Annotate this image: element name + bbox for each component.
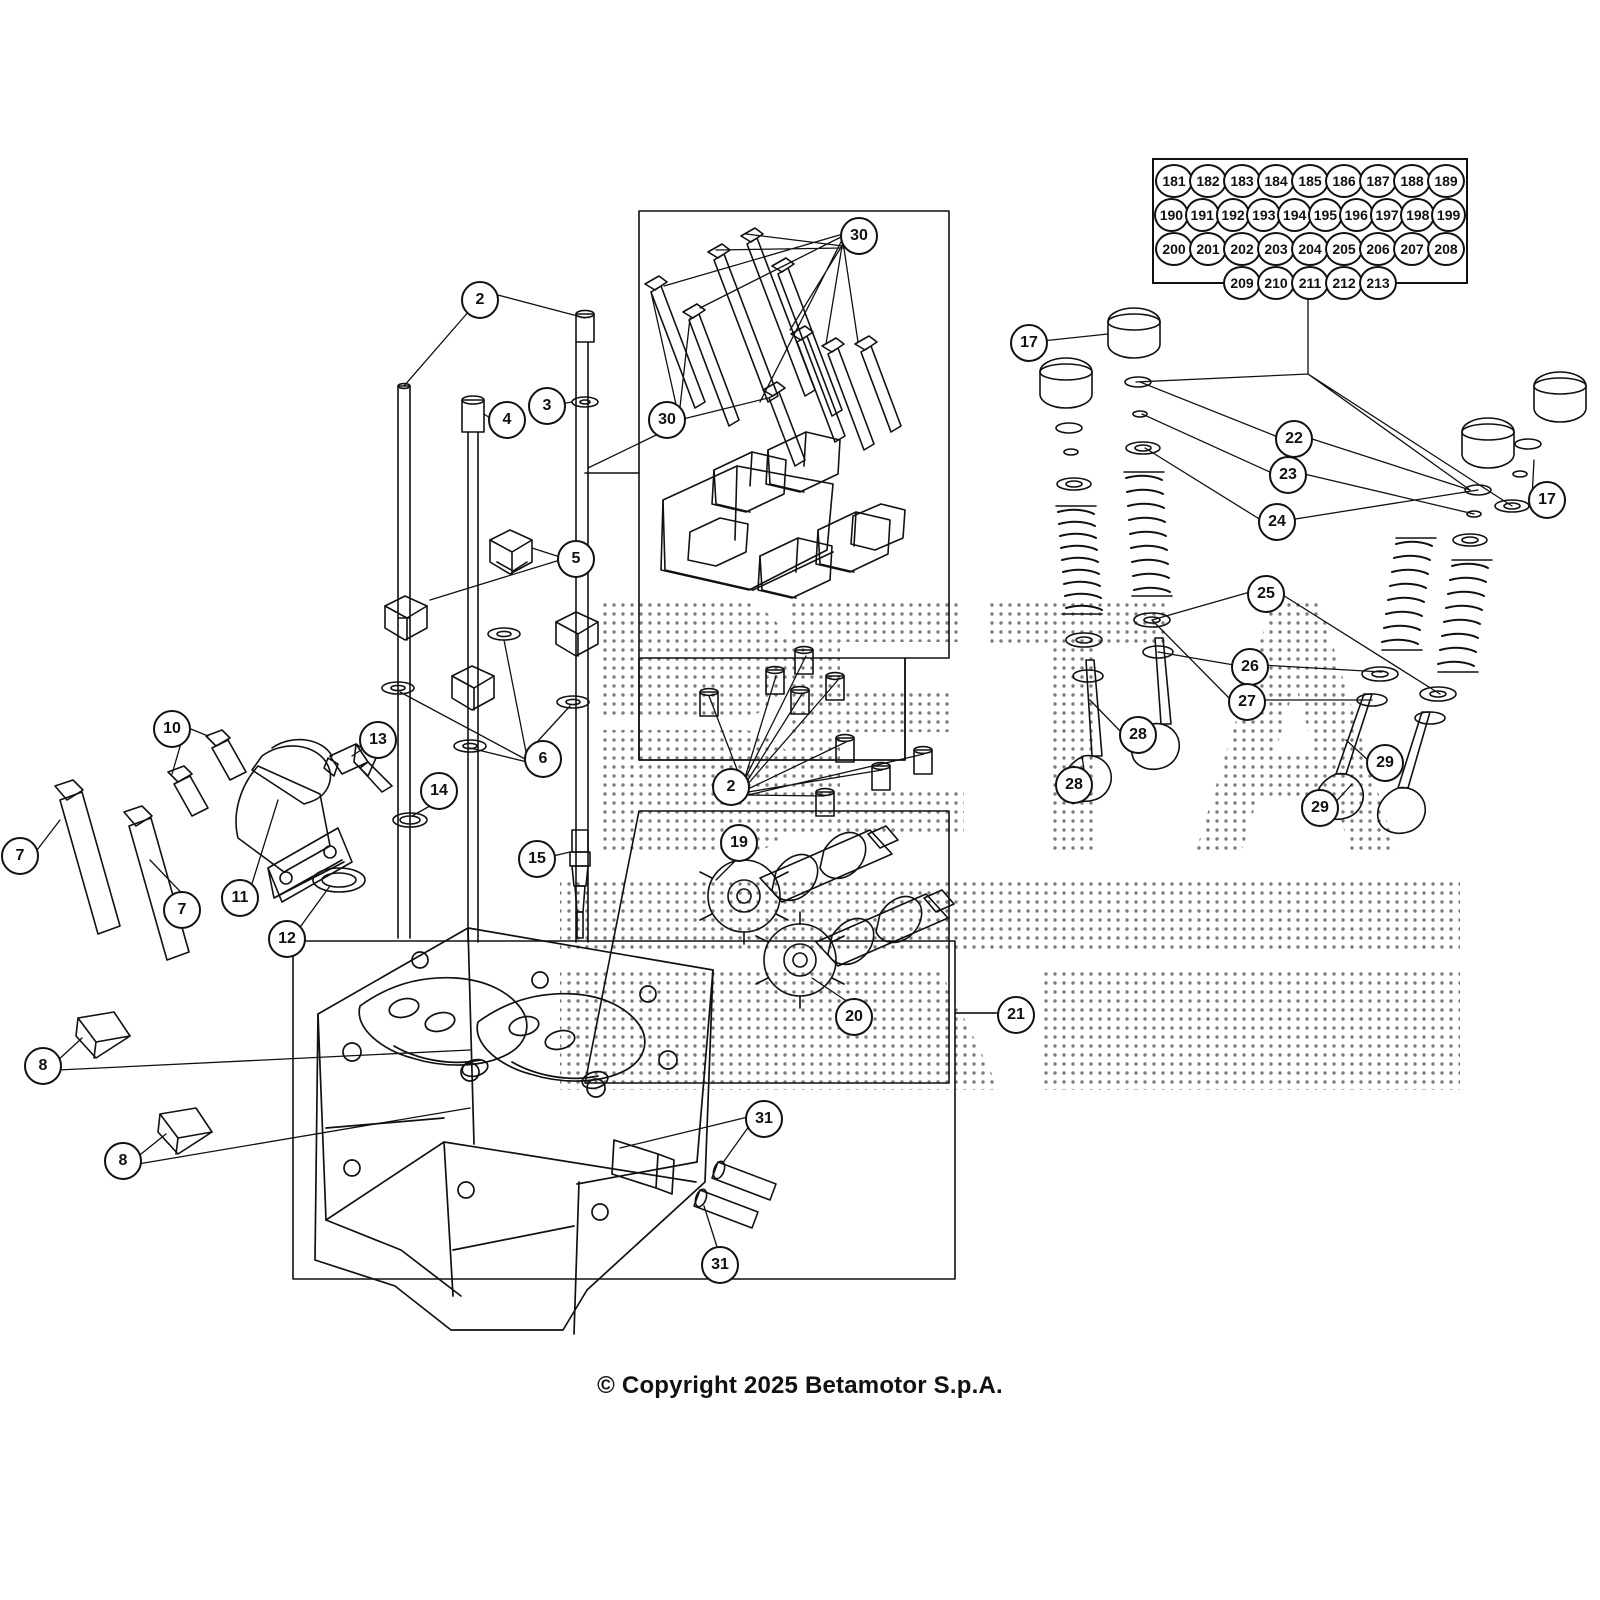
legend-code-192[interactable]: 192: [1216, 198, 1251, 232]
callout-24[interactable]: 24: [1258, 503, 1296, 541]
legend-code-206[interactable]: 206: [1359, 232, 1397, 266]
legend-code-213[interactable]: 213: [1359, 266, 1397, 300]
callout-13[interactable]: 13: [359, 721, 397, 759]
callout-11[interactable]: 11: [221, 879, 259, 917]
legend-code-198[interactable]: 198: [1400, 198, 1435, 232]
legend-code-204[interactable]: 204: [1291, 232, 1329, 266]
legend-code-209[interactable]: 209: [1223, 266, 1261, 300]
legend-code-208[interactable]: 208: [1427, 232, 1465, 266]
legend-code-184[interactable]: 184: [1257, 164, 1295, 198]
legend-code-194[interactable]: 194: [1277, 198, 1312, 232]
legend-row: [1156, 266, 1464, 300]
legend-code-200[interactable]: 200: [1155, 232, 1193, 266]
legend-row: [1156, 198, 1464, 232]
callout-23[interactable]: 23: [1269, 456, 1307, 494]
legend-row: [1156, 164, 1464, 198]
legend-code-199[interactable]: 199: [1431, 198, 1466, 232]
legend-code-193[interactable]: 193: [1246, 198, 1281, 232]
callout-20[interactable]: 20: [835, 998, 873, 1036]
callout-22[interactable]: 22: [1275, 420, 1313, 458]
legend-code-183[interactable]: 183: [1223, 164, 1261, 198]
legend-code-187[interactable]: 187: [1359, 164, 1397, 198]
callout-19[interactable]: 19: [720, 824, 758, 862]
group-box-rockers: [639, 211, 949, 760]
legend-code-196[interactable]: 196: [1339, 198, 1374, 232]
legend-code-212[interactable]: 212: [1325, 266, 1363, 300]
callout-2[interactable]: 2: [461, 281, 499, 319]
legend-code-188[interactable]: 188: [1393, 164, 1431, 198]
legend-code-207[interactable]: 207: [1393, 232, 1431, 266]
callout-7[interactable]: 7: [1, 837, 39, 875]
callout-12[interactable]: 12: [268, 920, 306, 958]
callout-30[interactable]: 30: [840, 217, 878, 255]
legend-box: [1152, 158, 1468, 291]
legend-code-201[interactable]: 201: [1189, 232, 1227, 266]
callout-7[interactable]: 7: [163, 891, 201, 929]
callout-17[interactable]: 17: [1010, 324, 1048, 362]
callout-2[interactable]: 2: [712, 768, 750, 806]
callout-3[interactable]: 3: [528, 387, 566, 425]
legend-code-181[interactable]: 181: [1155, 164, 1193, 198]
callout-6[interactable]: 6: [524, 740, 562, 778]
callout-29[interactable]: 29: [1366, 744, 1404, 782]
callout-8[interactable]: 8: [104, 1142, 142, 1180]
callout-15[interactable]: 15: [518, 840, 556, 878]
legend-code-185[interactable]: 185: [1291, 164, 1329, 198]
legend-code-203[interactable]: 203: [1257, 232, 1295, 266]
legend-row: [1156, 232, 1464, 266]
callout-17[interactable]: 17: [1528, 481, 1566, 519]
group-box-head: [293, 941, 955, 1279]
legend-code-202[interactable]: 202: [1223, 232, 1261, 266]
callout-29[interactable]: 29: [1301, 789, 1339, 827]
callout-28[interactable]: 28: [1119, 716, 1157, 754]
legend-code-190[interactable]: 190: [1154, 198, 1189, 232]
callout-5[interactable]: 5: [557, 540, 595, 578]
callout-21[interactable]: 21: [997, 996, 1035, 1034]
callout-28[interactable]: 28: [1055, 766, 1093, 804]
legend-code-205[interactable]: 205: [1325, 232, 1363, 266]
copyright-text: © Copyright 2025 Betamotor S.p.A.: [597, 1372, 1003, 1399]
callout-31[interactable]: 31: [745, 1100, 783, 1138]
legend-code-210[interactable]: 210: [1257, 266, 1295, 300]
legend-code-182[interactable]: 182: [1189, 164, 1227, 198]
callout-14[interactable]: 14: [420, 772, 458, 810]
callout-25[interactable]: 25: [1247, 575, 1285, 613]
legend-code-186[interactable]: 186: [1325, 164, 1363, 198]
callout-8[interactable]: 8: [24, 1047, 62, 1085]
callout-31[interactable]: 31: [701, 1246, 739, 1284]
callout-10[interactable]: 10: [153, 710, 191, 748]
legend-code-189[interactable]: 189: [1427, 164, 1465, 198]
legend-code-191[interactable]: 191: [1185, 198, 1220, 232]
callout-30[interactable]: 30: [648, 401, 686, 439]
callout-4[interactable]: 4: [488, 401, 526, 439]
legend-code-195[interactable]: 195: [1308, 198, 1343, 232]
callout-26[interactable]: 26: [1231, 648, 1269, 686]
legend-code-211[interactable]: 211: [1291, 266, 1329, 300]
callout-27[interactable]: 27: [1228, 683, 1266, 721]
legend-code-197[interactable]: 197: [1370, 198, 1405, 232]
